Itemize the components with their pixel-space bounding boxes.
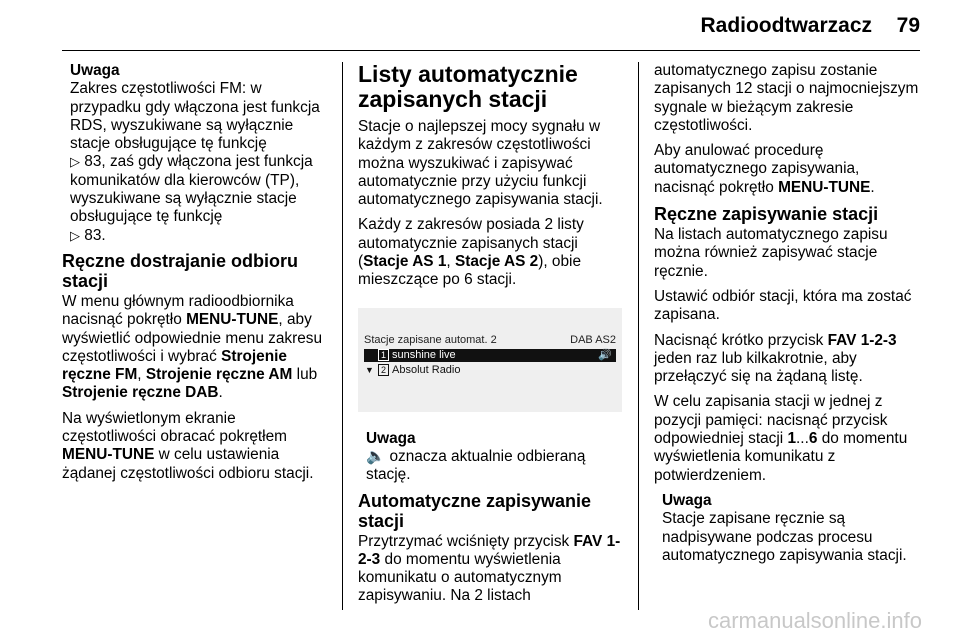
page-number: 79: [896, 14, 920, 37]
note-block: [654, 492, 922, 565]
section-heading: Listy automatycznie zapisanych stacji: [358, 61, 578, 112]
page-ref-arrow-icon: ▷: [70, 227, 80, 243]
paragraph: Ustawić odbiór stacji, która ma zostać zapisana.: [654, 287, 912, 324]
display-header: [364, 334, 616, 347]
paragraph: Aby anulować procedurę automatycznego zapisywania, nacisnąć pokrętło MENU-TUNE.: [654, 142, 875, 196]
column-divider: [638, 62, 639, 610]
speaker-icon: 🔊: [598, 348, 612, 361]
display-station-row: [364, 364, 616, 377]
column-3: [654, 62, 922, 571]
paragraph: Na listach automatycznego zapisu można również zapisywać stacje ręcznie.: [654, 226, 888, 280]
display-station-row: [364, 349, 616, 362]
radio-display-image: [358, 308, 622, 412]
paragraph: Każdy z zakresów posiada 2 listy automatycznie zapisanych stacji (Stacje AS 1, Stacje AS 2), obie mieszczące po 6 stacji.: [358, 216, 584, 289]
header-rule: [62, 50, 920, 51]
paragraph: W menu głównym radioodbiornika nacisnąć pokrętło MENU-TUNE, aby wyświetlić odpowiednie menu zakresu częstotliwości i wybrać Strojenie ręczne FM, Strojenie ręczne AM lub Strojenie ręczne DAB.: [62, 292, 323, 402]
note-text-part: 83.: [84, 226, 106, 244]
scroll-down-arrow-icon: ▼: [365, 364, 374, 375]
section-heading: Automatyczne zapisywanie stacji: [358, 490, 592, 531]
display-band: DAB AS2: [570, 333, 616, 346]
header-title: Radioodtwarzacz: [700, 14, 872, 37]
page-ref-arrow-icon: ▷: [70, 154, 80, 170]
section-heading: Ręczne zapisywanie stacji: [654, 204, 879, 225]
paragraph: Stacje o najlepszej mocy sygnału w każdym z zakresów częstotliwości można wyszukiwać i zapisywać automatycznie przy użyciu funkcji automatycznego zapisywania stacji.: [358, 118, 603, 209]
preset-number: 1: [378, 349, 389, 361]
paragraph: Na wyświetlonym ekranie częstotliwości obracać pokrętłem MENU-TUNE w celu ustawienia żądanej częstotliwości odbioru stacji.: [62, 409, 314, 482]
note-block: [62, 62, 330, 245]
paragraph: automatycznego zapisu zostanie zapisanych 12 stacji o najmocniejszym sygnale w bieżącym zakresie częstotliwości.: [654, 62, 919, 134]
note-title: Uwaga: [662, 491, 712, 509]
note-text: Stacje zapisane ręcznie są nadpisywane podczas procesu automatycznego zapisywania stacji.: [662, 510, 907, 564]
column-divider: [342, 62, 343, 610]
paragraph: Nacisnąć krótko przycisk FAV 1-2-3 jeden raz lub kilkakrotnie, aby przełączyć się na żądaną listę.: [654, 331, 897, 386]
note-text-part: 83, zaś gdy włączona jest funkcja komunikatów dla kierowców (TP), wyszukiwane są wyłącznie stacje obsługujące tę funkcję: [70, 153, 313, 226]
paragraph: W celu zapisania stacji w jednej z pozycji pamięci: nacisnąć przycisk odpowiedniej stacji 1...6 do momentu wyświetlenia komunikatu z potwierdzeniem.: [654, 393, 908, 484]
section-heading: Ręczne dostrajanie odbioru stacji: [62, 250, 299, 291]
note-text: 🔈 oznacza aktualnie odbieraną stację.: [366, 447, 586, 484]
note-block: [358, 430, 623, 485]
preset-number: 2: [378, 364, 389, 376]
paragraph: Przytrzymać wciśnięty przycisk FAV 1-2-3 do momentu wyświetlenia komunikatu o automatycznym zapisywaniu. Na 2 listach: [358, 532, 621, 605]
note-title: Uwaga: [70, 62, 120, 79]
column-1: [62, 62, 330, 490]
station-name: Absolut Radio: [392, 363, 461, 376]
speaker-icon: 🔈: [366, 447, 386, 465]
note-text-part: Zakres częstotliwości FM: w przypadku gdy włączona jest funkcja RDS, wyszukiwane są wyłącznie stacje obsługujące tę funkcję: [70, 80, 320, 153]
note-title: Uwaga: [366, 429, 416, 447]
column-2: [358, 62, 623, 613]
display-title: Stacje zapisane automat. 2: [364, 333, 497, 346]
note-text: [70, 80, 330, 245]
watermark: carmanualsonline.info: [707, 608, 922, 633]
station-name: sunshine live: [392, 348, 456, 361]
